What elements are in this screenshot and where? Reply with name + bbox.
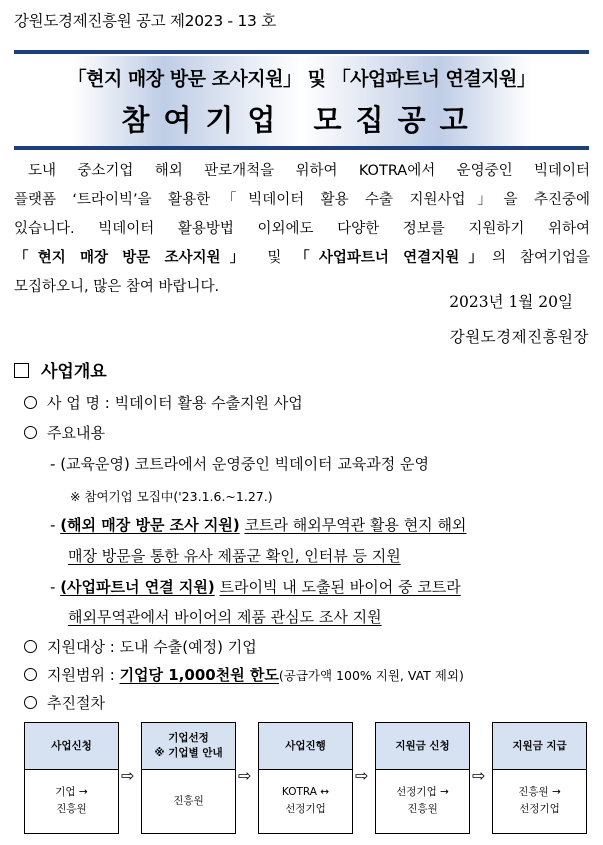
flow-step-head: 사업신청 bbox=[25, 723, 118, 770]
content-label: 주요내용 bbox=[47, 424, 105, 442]
item1-paren: (교육운영) bbox=[60, 455, 130, 473]
title-rule-top bbox=[14, 50, 589, 54]
notice-date: 2023년 1월 20일 bbox=[449, 293, 573, 311]
item2-text2: 매장 방문을 통한 유사 제품군 확인, 인터뷰 등 지원 bbox=[68, 547, 401, 565]
scope-label: 지원범위 bbox=[47, 666, 105, 684]
target-row: 지원대상 : 도내 수출(예정) 기업 bbox=[24, 636, 257, 657]
item2-text1: 코트라 해외무역관 활용 현지 해외 bbox=[244, 516, 467, 534]
intro-line-5: 모집하오니, 많은 참여 바랍니다. bbox=[14, 279, 220, 295]
title-rule-bottom bbox=[14, 146, 589, 150]
intro-line-4-end: 의 참여기업을 bbox=[492, 250, 590, 266]
intro-line-1: 도내 중소기업 해외 판로개척을 위하여 KOTRA에서 운영중인 빅데이터 bbox=[28, 163, 590, 179]
project-name-row: 사 업 명 : 빅데이터 활용 수출지원 사업 bbox=[24, 392, 303, 413]
scope-note: (공급가액 100% 지원, VAT 제외) bbox=[278, 668, 464, 683]
flow-step-body: 진흥원 bbox=[173, 794, 204, 807]
item2-bold: (해외 매장 방문 조사 지원) bbox=[60, 516, 240, 534]
content-item-partner-cont bbox=[68, 606, 382, 627]
flow-step-head: 사업진행 bbox=[259, 723, 352, 770]
arrow-right-icon: ⇨ bbox=[472, 766, 486, 785]
flow-step-body: KOTRA ↔ 선정기업 bbox=[281, 786, 330, 815]
flow-step-body: 진흥원 → 선정기업 bbox=[518, 786, 561, 815]
arrow-right-icon: ⇨ bbox=[121, 766, 135, 785]
circle-bullet-icon bbox=[24, 426, 37, 439]
intro-line-4 bbox=[14, 244, 590, 273]
flow-step-body: 선정기업 → 진흥원 bbox=[396, 786, 449, 815]
arrow-right-icon: ⇨ bbox=[355, 766, 369, 785]
flow-step-2 bbox=[141, 722, 236, 834]
scope-bold: 기업당 1,000천원 한도 bbox=[119, 666, 279, 684]
content-item-partner: - (사업파트너 연결 지원) 트라이빅 내 도출된 바이어 중 코트라 bbox=[50, 578, 461, 596]
title-band bbox=[14, 56, 589, 146]
arrow-right-icon: ⇨ bbox=[238, 766, 252, 785]
circle-bullet-icon bbox=[24, 640, 37, 653]
content-item-store-visit: - (해외 매장 방문 조사 지원) 코트라 해외무역관 활용 현지 해외 bbox=[50, 516, 467, 534]
content-item-store-visit-cont bbox=[68, 545, 401, 566]
square-bullet-icon bbox=[14, 363, 29, 378]
flow-step-3 bbox=[258, 722, 353, 834]
title-line-1: 「현지 매장 방문 조사지원」 및 「사업파트너 연결지원」 bbox=[67, 68, 536, 90]
intro-highlight-partner: 「사업파트너 연결지원」 bbox=[295, 250, 493, 266]
flow-step-head: 지원금 지급 bbox=[493, 723, 586, 770]
circle-bullet-icon bbox=[24, 396, 37, 409]
project-label: 사 업 명 bbox=[47, 394, 101, 412]
item1-text: 코트라에서 운영중인 빅데이터 교육과정 운영 bbox=[134, 455, 430, 473]
circle-bullet-icon bbox=[24, 668, 37, 681]
intro-conj: 및 bbox=[267, 250, 282, 266]
scope-row: 지원범위 : 기업당 1,000천원 한도(공급가액 100% 지원, VAT 제외) bbox=[24, 664, 464, 685]
item3-text2: 해외무역관에서 바이어의 제품 관심도 조사 지원 bbox=[68, 608, 382, 626]
title-line-2: 참여기업 모집공고 bbox=[121, 103, 482, 137]
main-content-row bbox=[24, 422, 105, 443]
flow-step-4 bbox=[375, 722, 470, 834]
process-row bbox=[24, 692, 105, 713]
item3-bold: (사업파트너 연결 지원) bbox=[60, 578, 215, 596]
section-overview-title: 사업개요 bbox=[14, 357, 107, 382]
target-label: 지원대상 bbox=[47, 638, 105, 656]
intro-line-3: 있습니다. 빅데이터 활용방법 이외에도 다양한 정보를 지원하기 위하여 bbox=[14, 221, 590, 237]
issuer-name: 강원도경제진흥원장 bbox=[449, 328, 589, 346]
item3-text1: 트라이빅 내 도출된 바이어 중 코트라 bbox=[219, 578, 461, 596]
target-value: 도내 수출(예정) 기업 bbox=[119, 638, 257, 656]
circle-bullet-icon bbox=[24, 696, 37, 709]
notice-number: 강원도경제진흥원 공고 제2023 - 13 호 bbox=[14, 12, 276, 30]
project-value: 빅데이터 활용 수출지원 사업 bbox=[114, 394, 303, 412]
flow-step-head: 기업선정 ※ 기업별 안내 bbox=[142, 723, 235, 770]
intro-paragraph bbox=[14, 157, 590, 302]
flow-step-1 bbox=[24, 722, 119, 834]
flow-step-head: 지원금 신청 bbox=[376, 723, 469, 770]
flow-step-body: 기업 → 진흥원 bbox=[55, 786, 88, 815]
content-item-education-note: ※ 참여기업 모집中('23.1.6.~1.27.) bbox=[70, 489, 273, 504]
process-flow bbox=[24, 722, 590, 834]
intro-highlight-visit: 「현지 매장 방문 조사지원」 bbox=[14, 250, 254, 266]
process-label: 추진절차 bbox=[47, 694, 105, 712]
content-item-education: - (교육운영) 코트라에서 운영중인 빅데이터 교육과정 운영 bbox=[50, 455, 430, 473]
intro-line-2: 플랫폼 ‘트라이빅’을 활용한「빅데이터 활용 수출 지원사업」을 추진중에 bbox=[14, 192, 590, 208]
flow-step-5 bbox=[492, 722, 587, 834]
